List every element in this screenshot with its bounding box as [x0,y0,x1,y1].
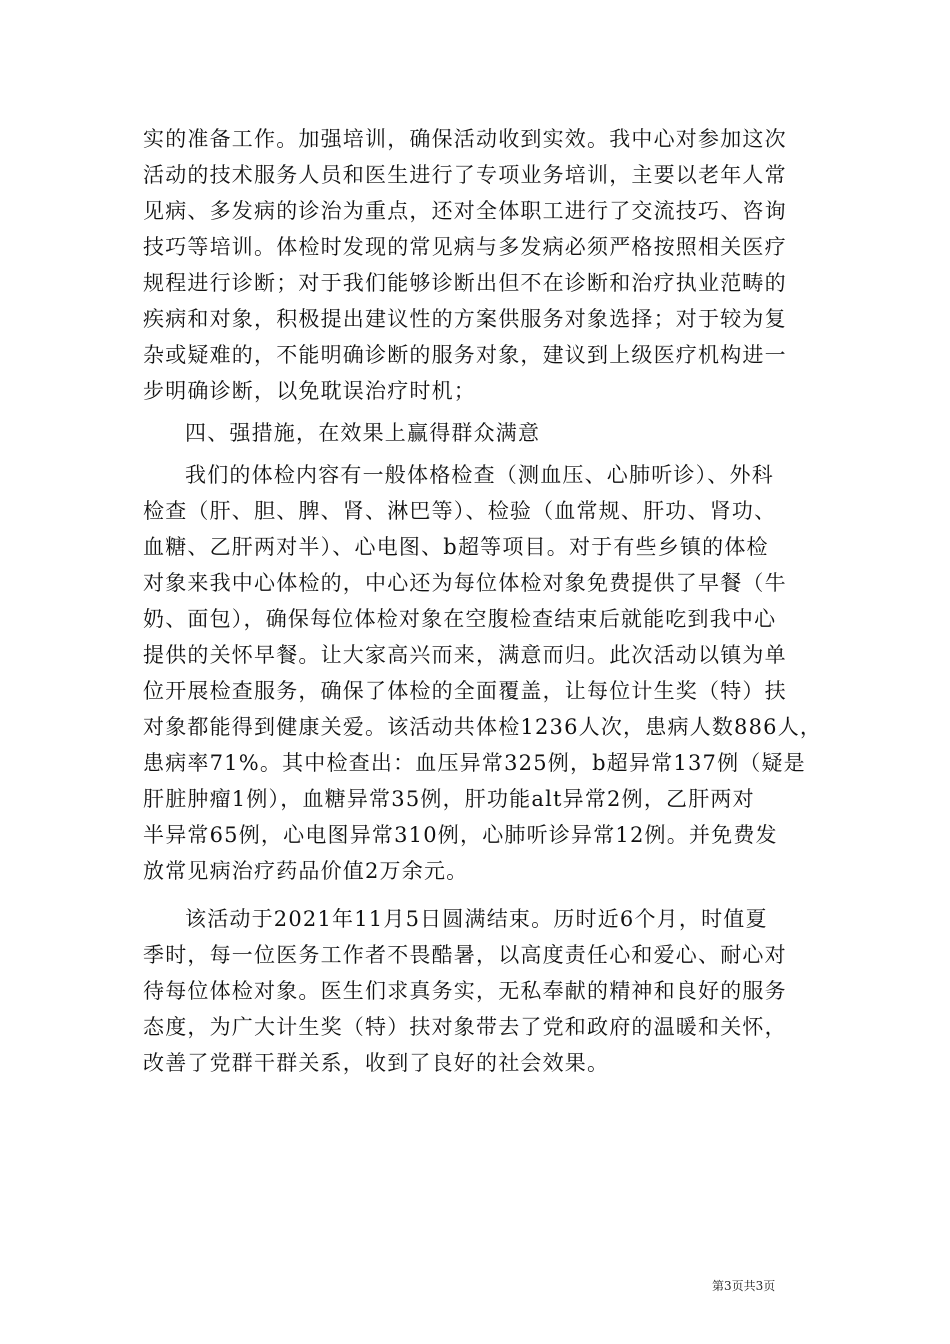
text-line: 对象都能得到健康关爱。该活动共体检1236人次，患病人数886人， [143,715,823,739]
text-line: 放常见病治疗药品价值2万余元。 [143,859,469,883]
text-line: 待每位体检对象。医生们求真务实，无私奉献的精神和良好的服务 [143,979,787,1003]
text-line: 对象来我中心体检的，中心还为每位体检对象免费提供了早餐（牛 [143,571,787,595]
text-line: 位开展检查服务，确保了体检的全面覆盖，让每位计生奖（特）扶 [143,679,787,703]
text-line: 患病率71%。其中检查出：血压异常325例，b超异常137例（疑是 [143,751,806,775]
text-line: 实的准备工作。加强培训，确保活动收到实效。我中心对参加这次 [143,127,787,151]
text-line: 技巧等培训。体检时发现的常见病与多发病必须严格按照相关医疗 [143,235,787,259]
text-line: 肝脏肿瘤1例），血糖异常35例，肝功能alt异常2例，乙肝两对 [143,787,755,811]
text-line: 疾病和对象，积极提出建议性的方案供服务对象选择；对于较为复 [143,307,787,331]
text-line: 提供的关怀早餐。让大家高兴而来，满意而归。此次活动以镇为单 [143,643,787,667]
text-line: 季时，每一位医务工作者不畏酷暑，以高度责任心和爱心、耐心对 [143,943,787,967]
page-number-footer: 第3页共3页 [712,1279,776,1293]
text-line: 活动的技术服务人员和医生进行了专项业务培训，主要以老年人常 [143,163,787,187]
text-line: 改善了党群干群关系，收到了良好的社会效果。 [143,1051,610,1075]
document-body [143,121,843,1081]
text-line: 规程进行诊断；对于我们能够诊断出但不在诊断和治疗执业范畴的 [143,271,787,295]
text-line: 我们的体检内容有一般体格检查（测血压、心肺听诊）、外科 [185,463,774,487]
text-line: 态度，为广大计生奖（特）扶对象带去了党和政府的温暖和关怀， [143,1015,787,1039]
paragraph-gap [143,889,843,901]
text-line: 见病、多发病的诊治为重点，还对全体职工进行了交流技巧、咨询 [143,199,787,223]
text-line: 杂或疑难的，不能明确诊断的服务对象，建议到上级医疗机构进一 [143,343,787,367]
text-line: 该活动于2021年11月5日圆满结束。历时近6个月，时值夏 [185,907,768,931]
text-line: 检查（肝、胆、脾、肾、淋巴等）、检验（血常规、肝功、肾功、 [143,499,777,523]
section-heading: 四、强措施，在效果上赢得群众满意 [185,421,541,445]
text-line: 步明确诊断，以免耽误治疗时机； [143,379,476,403]
text-line: 奶、面包），确保每位体检对象在空腹检查结束后就能吃到我中心 [143,607,777,631]
text-line: 半异常65例，心电图异常310例，心肺听诊异常12例。并免费发 [143,823,778,847]
text-line: 血糖、乙肝两对半）、心电图、b超等项目。对于有些乡镇的体检 [143,535,769,559]
